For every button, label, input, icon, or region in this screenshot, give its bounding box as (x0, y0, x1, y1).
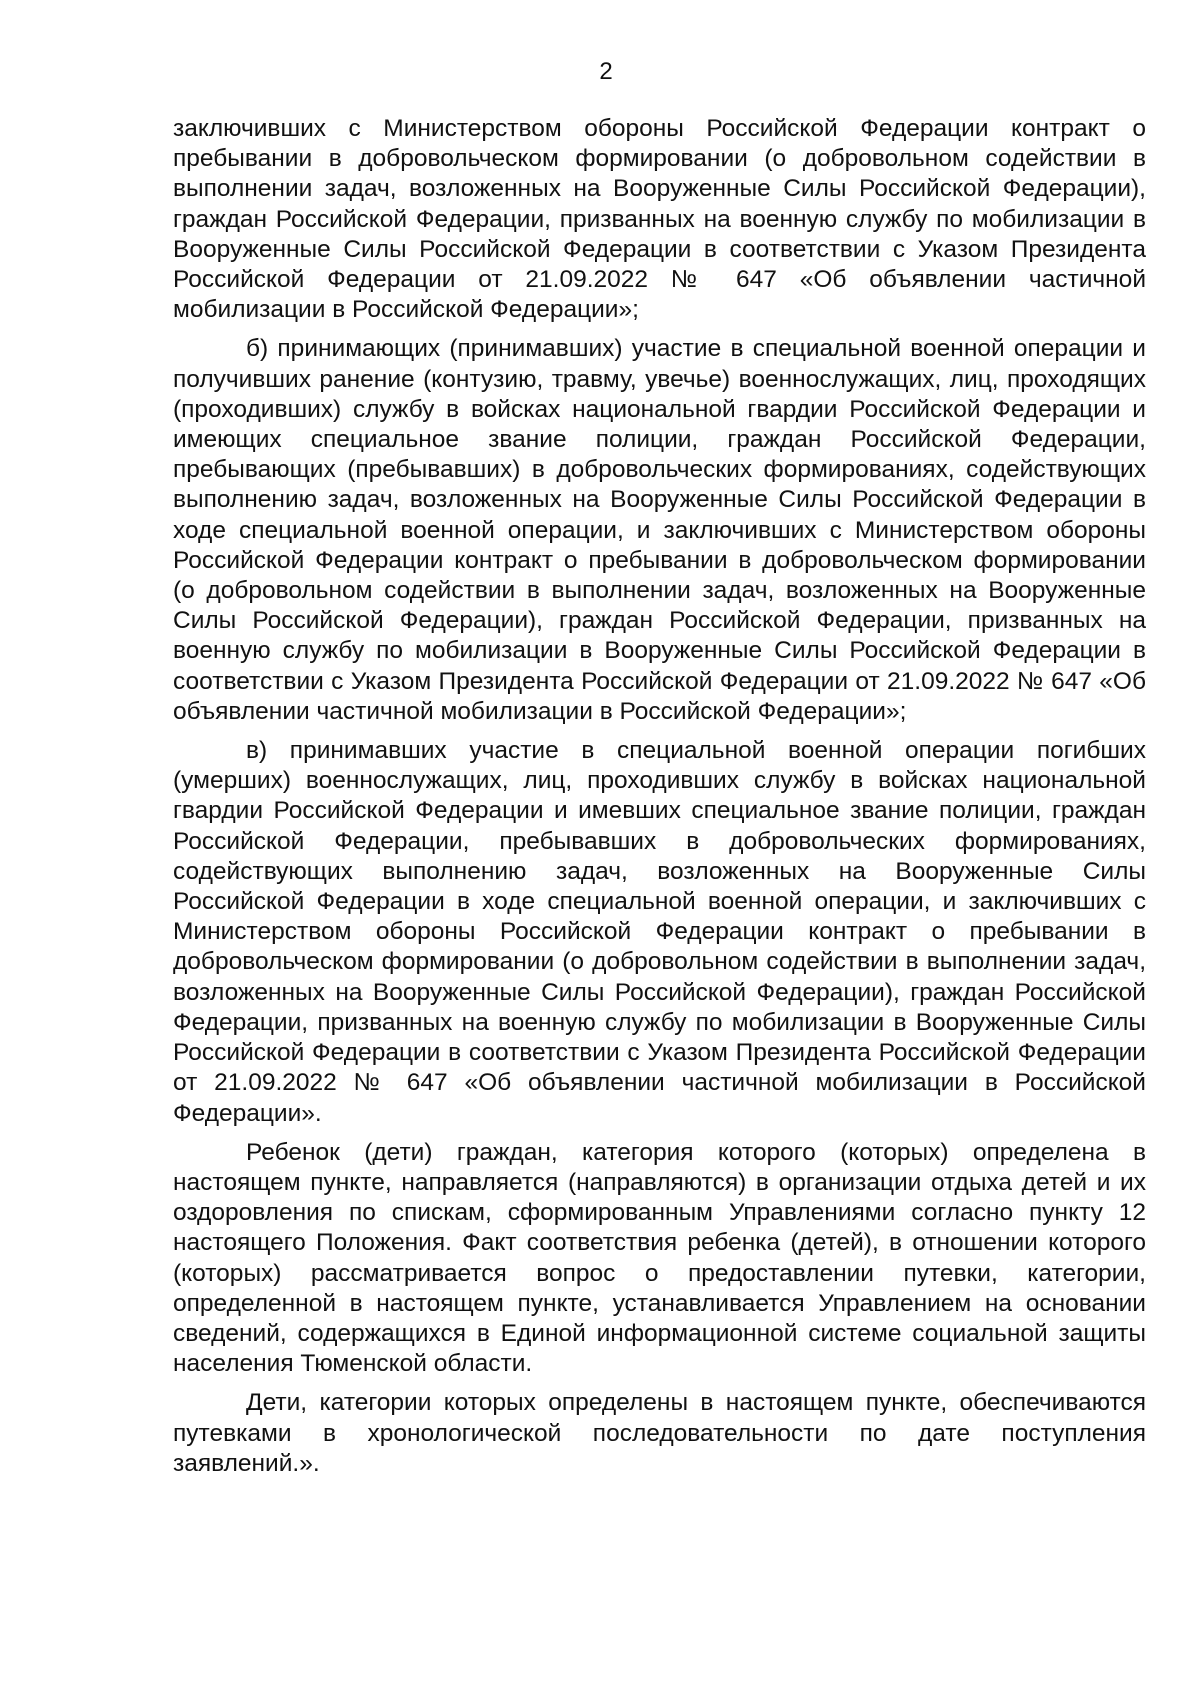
paragraph-item-v: в) принимавших участие в специальной военной операции погибших (умерших) военнослужащих, лиц, проходивших службу в войсках национальной гвардии Российской Федерации и имевших специальное звание полиции, граждан Российской Федерации, пребывавших в добровольческих формированиях, содействующих выполнению задач, возложенных на Вооруженные Силы Российской Федерации в ходе специальной военной операции, и заключивших с Министерством обороны Российской Федерации контракт о пребывании в добровольческом формировании (о добровольном содействии в выполнении задач, возложенных на Вооруженные Силы Российской Федерации), граждан Российской Федерации, призванных на военную службу по мобилизации в Вооруженные Силы Российской Федерации в соответствии с Указом Президента Российской Федерации от 21.09.2022 № 647 «Об объявлении частичной мобилизации в Российской Федерации». (173, 737, 1146, 1127)
paragraph-item-b: б) принимающих (принимавших) участие в специальной военной операции и получивших ранение (контузию, травму, увечье) военнослужащих, лиц, проходящих (проходивших) службу в войсках национальной гвардии Российской Федерации и имеющих специальное звание полиции, граждан Российской Федерации, пребывающих (пребывавших) в добровольческих формированиях, содействующих выполнению задач, возложенных на Вооруженные Силы Российской Федерации в ходе специальной военной операции, и заключивших с Министерством обороны Российской Федерации контракт о пребывании в добровольческом формировании (о добровольном содействии в выполнении задач, возложенных на Вооруженные Силы Российской Федерации), граждан Российской Федерации, призванных на военную службу по мобилизации в Вооруженные Силы Российской Федерации в соответствии с Указом Президента Российской Федерации от 21.09.2022 № 647 «Об объявлении частичной мобилизации в Российской Федерации»; (173, 335, 1146, 725)
paragraph-children-referral: Ребенок (дети) граждан, категория которого (которых) определена в настоящем пункте, направляется (направляются) в организации отдыха детей и их оздоровления по спискам, сформированным Управлениями согласно пункту 12 настоящего Положения. Факт соответствия ребенка (детей), в отношении которого (которых) рассматривается вопрос о предоставлении путевки, категории, определенной в настоящем пункте, устанавливается Управлением на основании сведений, содержащихся в Единой информационной системе социальной защиты населения Тюменской области. (173, 1138, 1146, 1378)
document-body (173, 114, 1146, 1488)
paragraph-voucher-order: Дети, категории которых определены в настоящем пункте, обеспечиваются путевками в хронологической последовательности по дате поступления заявлений.». (173, 1389, 1146, 1477)
paragraph-continuation: заключивших с Министерством обороны Российской Федерации контракт о пребывании в добровольческом формировании (о добровольном содействии в выполнении задач, возложенных на Вооруженные Силы Российской Федерации), граждан Российской Федерации, призванных на военную службу по мобилизации в Вооруженные Силы Российской Федерации в соответствии с Указом Президента Российской Федерации от 21.09.2022 № 647 «Об объявлении частичной мобилизации в Российской Федерации»; (173, 115, 1146, 324)
page-number: 2 (599, 58, 613, 85)
